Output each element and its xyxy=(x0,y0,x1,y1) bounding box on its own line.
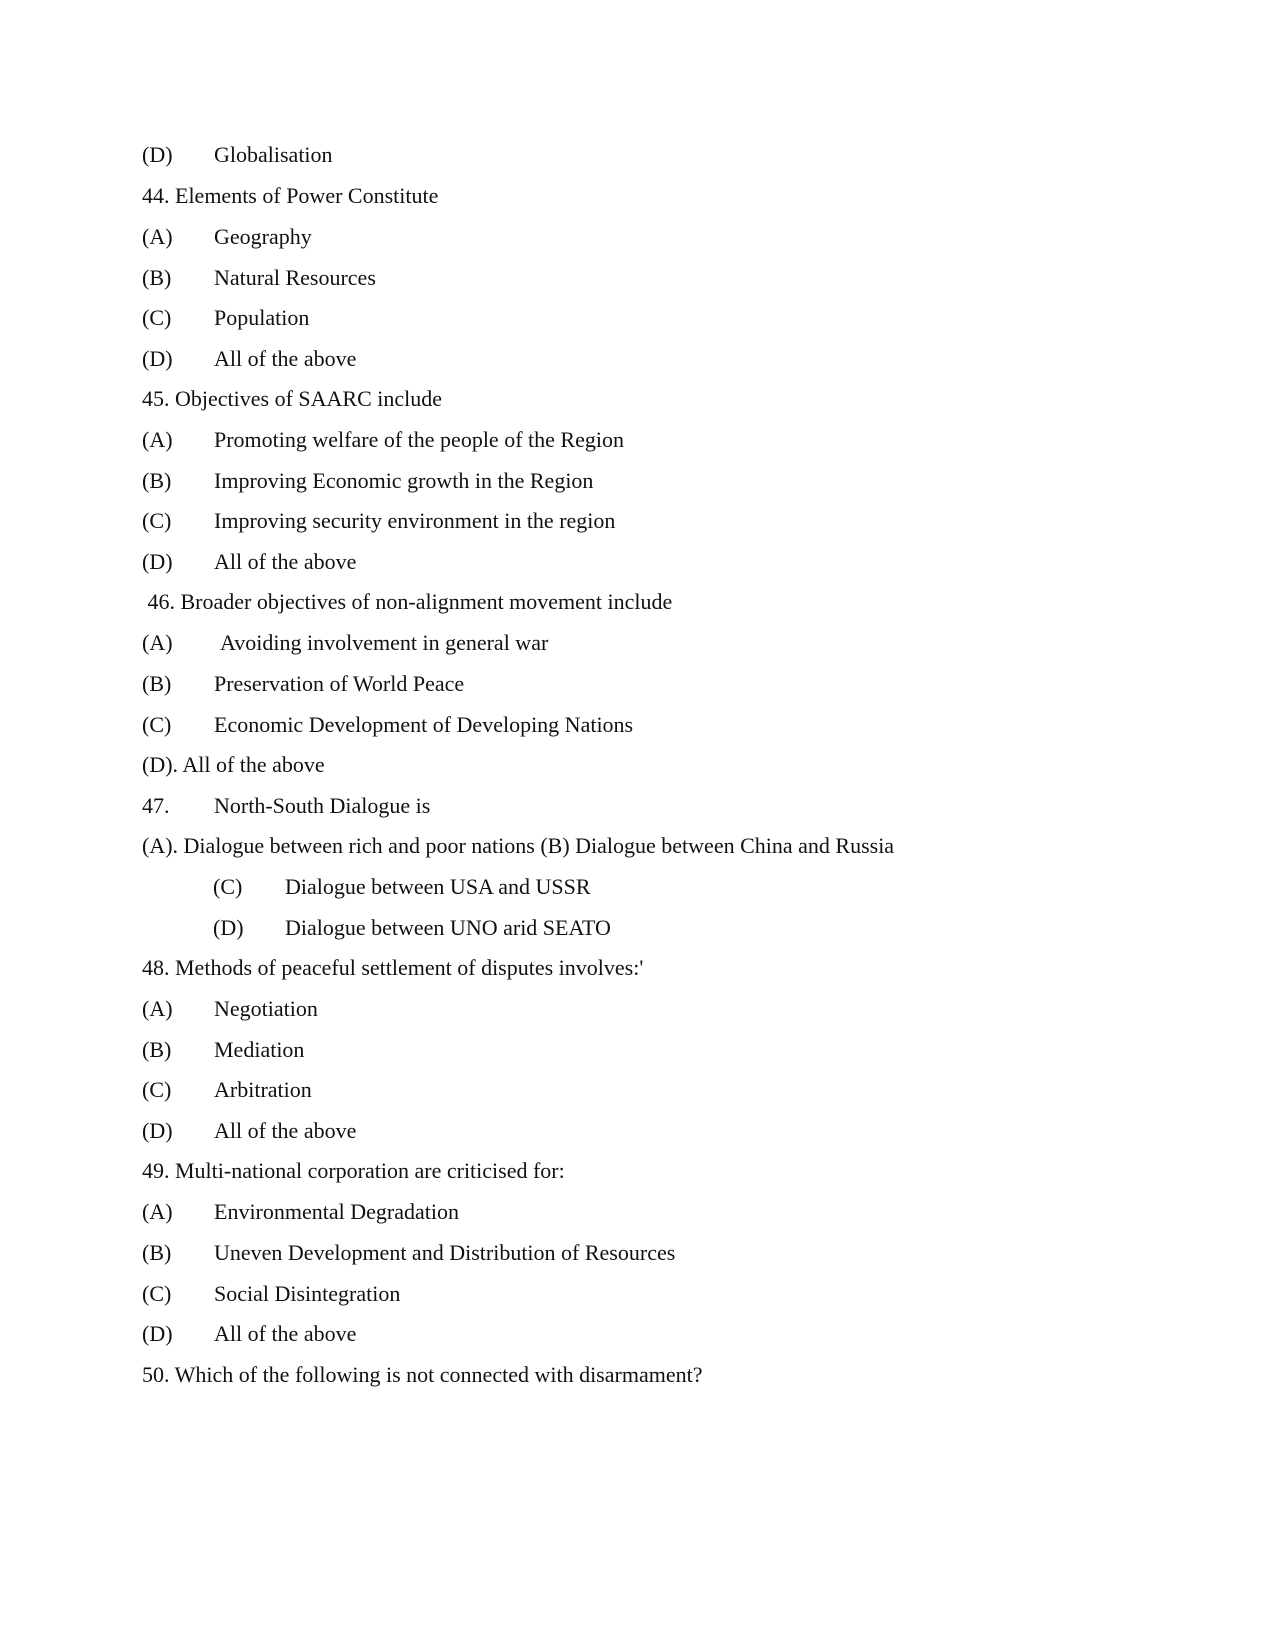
option-label: (B) xyxy=(142,1037,172,1062)
option-text: Uneven Development and Distribution of Resources xyxy=(214,1240,676,1265)
option-text: Preservation of World Peace xyxy=(214,671,465,696)
option-text: All of the above xyxy=(214,1118,357,1143)
option-line: (D). All of the above xyxy=(142,752,325,777)
option-label: (B) xyxy=(142,1240,172,1265)
option-label: (C) xyxy=(213,874,243,899)
option-text: Globalisation xyxy=(214,142,333,167)
option-label: (B) xyxy=(142,468,172,493)
option-text: Geography xyxy=(214,224,312,249)
option-text: Natural Resources xyxy=(214,265,376,290)
option-text: Negotiation xyxy=(214,996,318,1021)
option-label: (D) xyxy=(142,142,173,167)
option-label: (D) xyxy=(142,1321,173,1346)
option-text: Population xyxy=(214,305,310,330)
question-46: 46. Broader objectives of non-alignment movement include xyxy=(142,589,673,614)
option-text: Improving security environment in the region xyxy=(214,508,616,533)
question-48: 48. Methods of peaceful settlement of disputes involves:' xyxy=(142,955,644,980)
option-label: (B) xyxy=(142,265,172,290)
option-label: (B) xyxy=(142,671,172,696)
option-text: Social Disintegration xyxy=(214,1281,401,1306)
option-text: Economic Development of Developing Nations xyxy=(214,712,634,737)
option-label: (A) xyxy=(142,427,173,452)
option-text: Avoiding involvement in general war xyxy=(220,630,549,655)
option-label: (A) xyxy=(142,630,173,655)
option-text: All of the above xyxy=(214,1321,357,1346)
option-text: Environmental Degradation xyxy=(214,1199,459,1224)
option-text: Promoting welfare of the people of the Region xyxy=(214,427,624,452)
option-label: (D) xyxy=(142,346,173,371)
option-label: (A) xyxy=(142,996,173,1021)
question-number: 47. xyxy=(142,793,170,818)
option-label: (C) xyxy=(142,1077,172,1102)
option-label: (D) xyxy=(142,549,173,574)
option-label: (C) xyxy=(142,1281,172,1306)
question-50: 50. Which of the following is not connected with disarmament? xyxy=(142,1362,703,1387)
option-text: Dialogue between UNO arid SEATO xyxy=(285,915,611,940)
question-49: 49. Multi-national corporation are criticised for: xyxy=(142,1158,565,1183)
option-label: (D) xyxy=(213,915,244,940)
option-label: (D) xyxy=(142,1118,173,1143)
option-text: All of the above xyxy=(214,346,357,371)
option-label: (A) xyxy=(142,1199,173,1224)
option-label: (C) xyxy=(142,508,172,533)
option-text: Improving Economic growth in the Region xyxy=(214,468,594,493)
question-45: 45. Objectives of SAARC include xyxy=(142,386,443,411)
option-label: (C) xyxy=(142,305,172,330)
option-label: (C) xyxy=(142,712,172,737)
question-44: 44. Elements of Power Constitute xyxy=(142,183,439,208)
question-text: North-South Dialogue is xyxy=(214,793,431,818)
option-text: Dialogue between USA and USSR xyxy=(285,874,591,899)
option-text: All of the above xyxy=(214,549,357,574)
option-label: (A) xyxy=(142,224,173,249)
option-text: Mediation xyxy=(214,1037,305,1062)
option-line: (A). Dialogue between rich and poor nations (B) Dialogue between China and Russia xyxy=(142,833,895,858)
option-text: Arbitration xyxy=(214,1077,312,1102)
